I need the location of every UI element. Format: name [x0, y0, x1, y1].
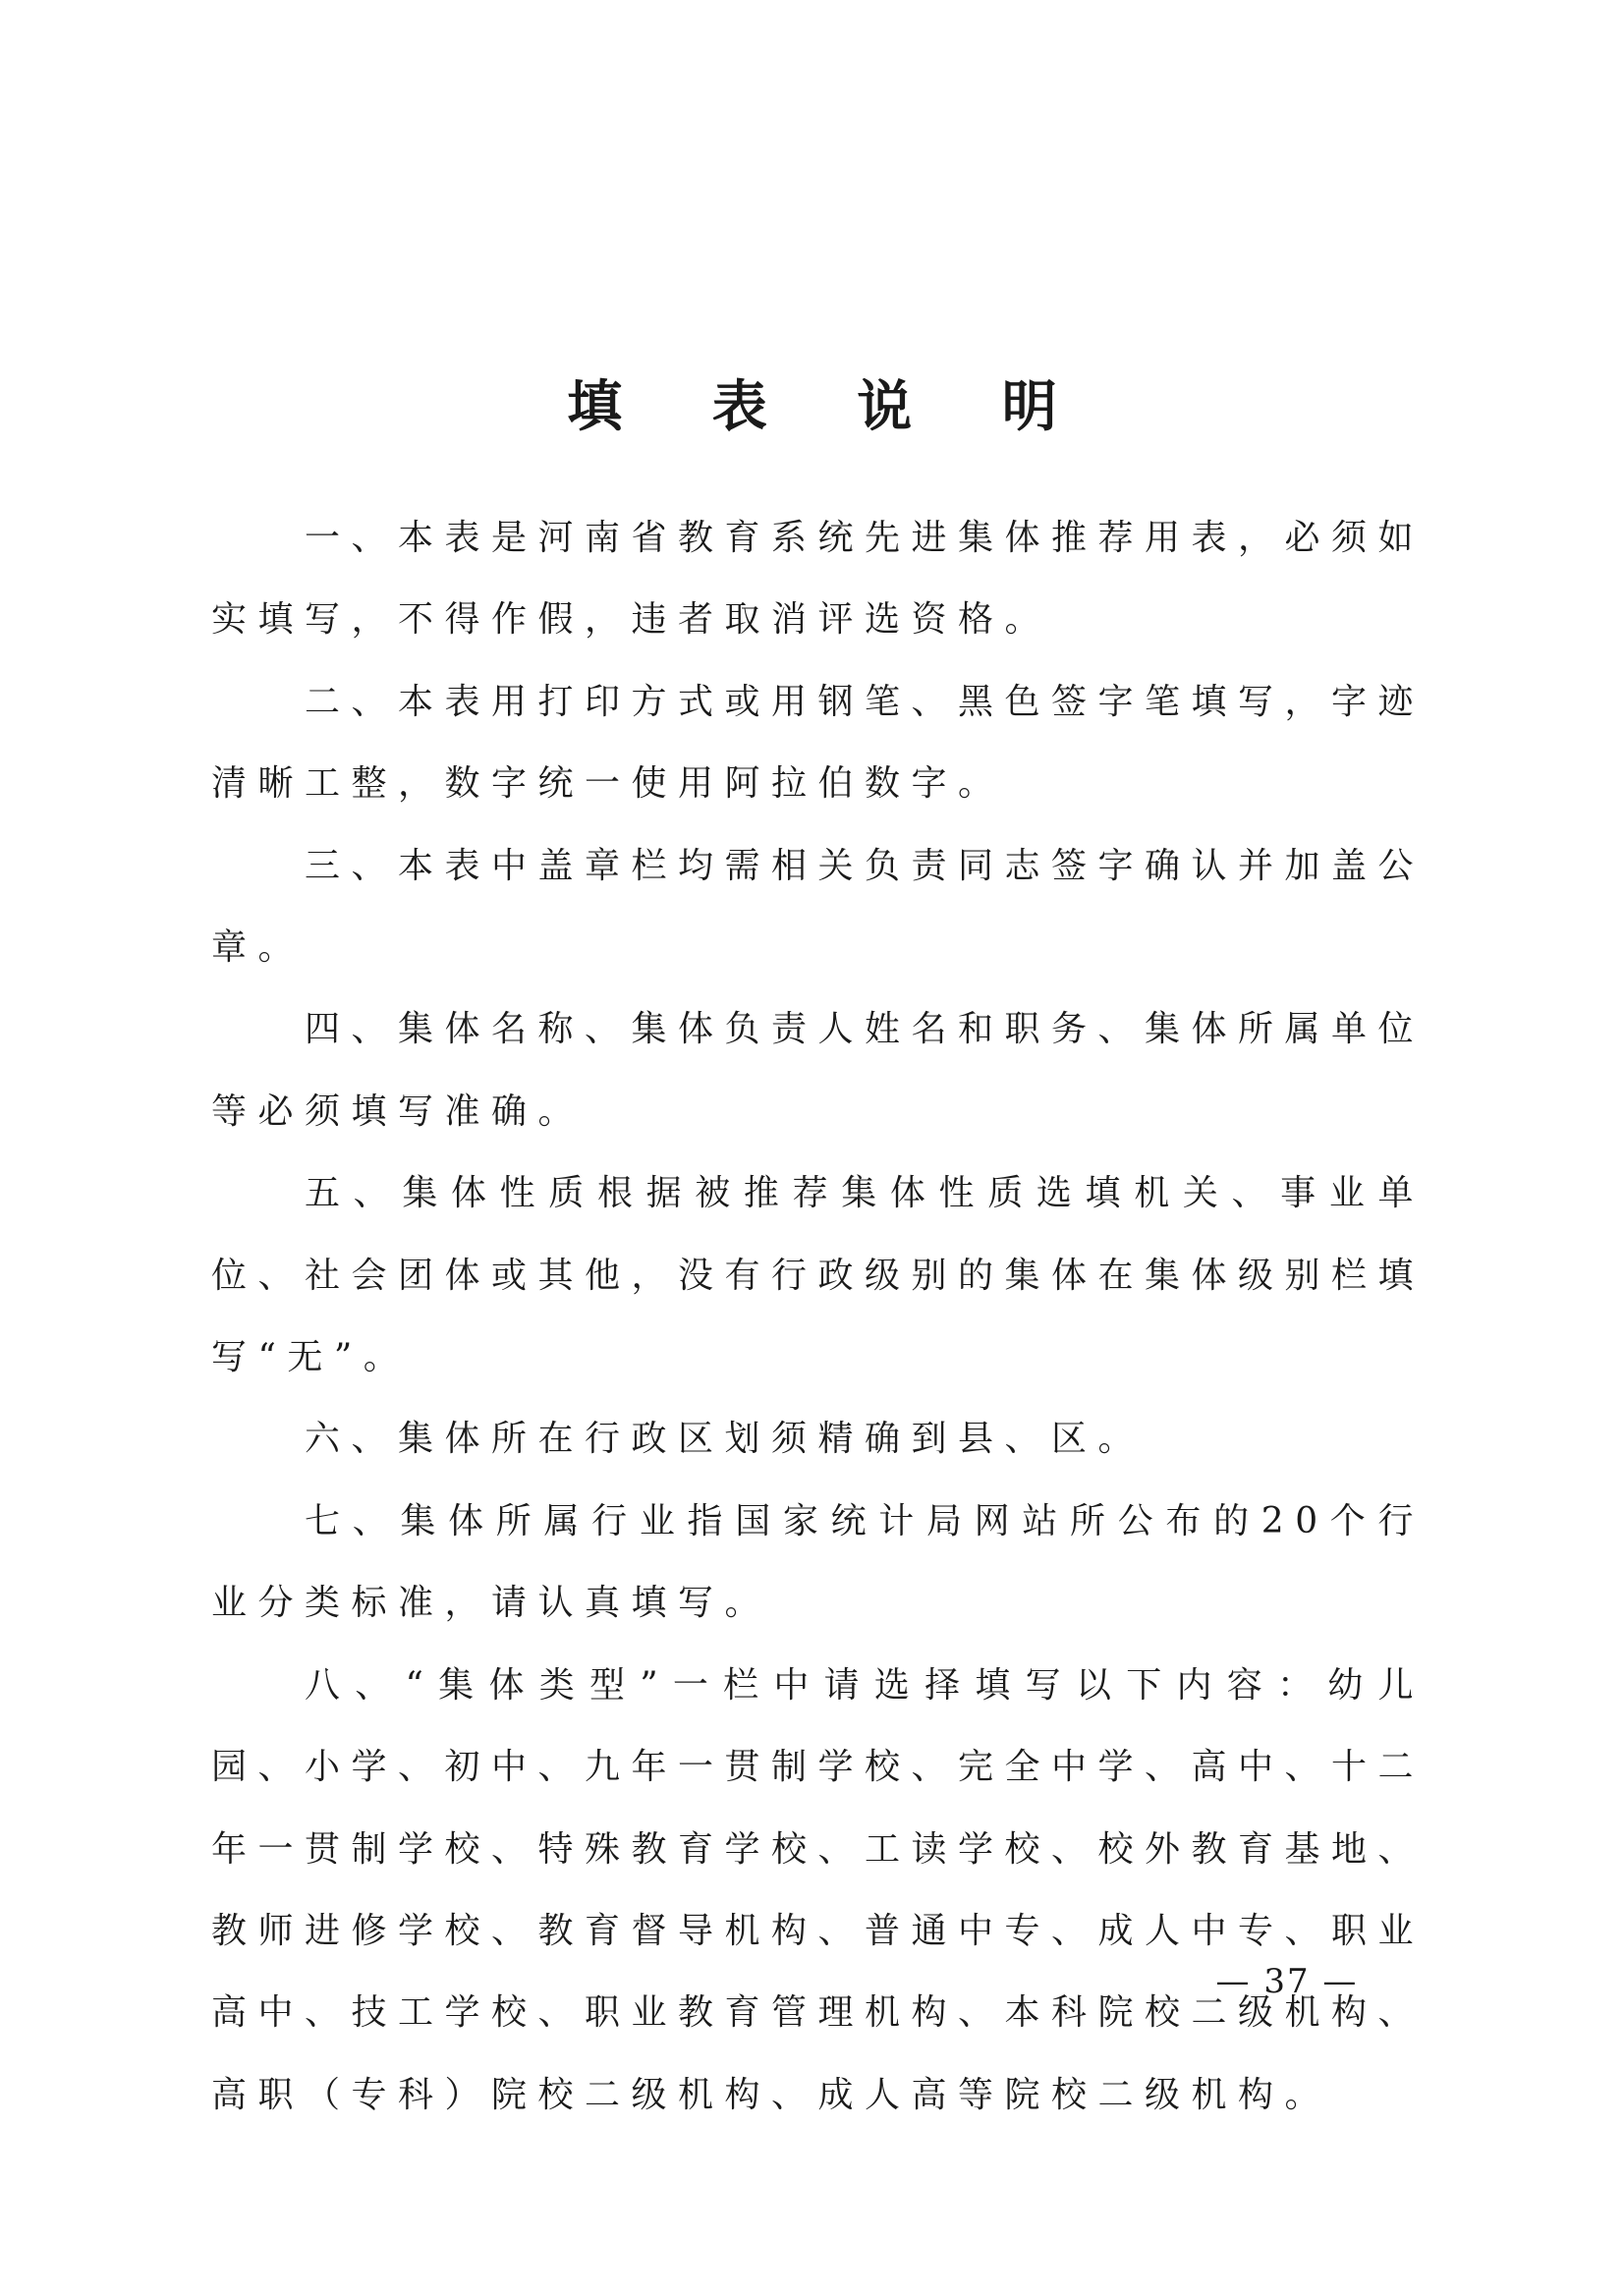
instruction-paragraph-5: 五、集体性质根据被推荐集体性质选填机关、事业单位、社会团体或其他，没有行政级别的集体在集体级别栏填写“无”。 [211, 1173, 1426, 1378]
instructions-body [211, 497, 1425, 2136]
page-number: — 37 — [1215, 1962, 1359, 2001]
instruction-paragraph-8: 八、“集体类型”一栏中请选择填写以下内容：幼儿园、小学、初中、九年一贯制学校、完全中学、高中、十二年一贯制学校、特殊教育学校、工读学校、校外教育基地、教师进修学校、教育督导机构、普通中专、成人中专、职业高中、技工学校、职业教育管理机构、本科院校二级机构、高职（专科）院校二级机构、成人高等院校二级机构。 [211, 1664, 1426, 2115]
page-title: 填 表 说 明 [567, 375, 1092, 439]
instruction-paragraph-7: 七、集体所属行业指国家统计局网站所公布的20个行业分类标准，请认真填写。 [211, 1500, 1425, 1624]
instruction-paragraph-2: 二、本表用打印方式或用钢笔、黑色签字笔填写，字迹清晰工整，数字统一使用阿拉伯数字。 [211, 681, 1426, 805]
instruction-paragraph-4: 四、集体名称、集体负责人姓名和职务、集体所属单位等必须填写准确。 [211, 1009, 1426, 1132]
instruction-paragraph-6: 六、集体所在行政区划须精确到县、区。 [305, 1419, 1146, 1460]
instruction-paragraph-1: 一、本表是河南省教育系统先进集体推荐用表，必须如实填写，不得作假，违者取消评选资格。 [211, 518, 1426, 641]
instruction-paragraph-3: 三、本表中盖章栏均需相关负责同志签字确认并加盖公章。 [211, 845, 1426, 969]
